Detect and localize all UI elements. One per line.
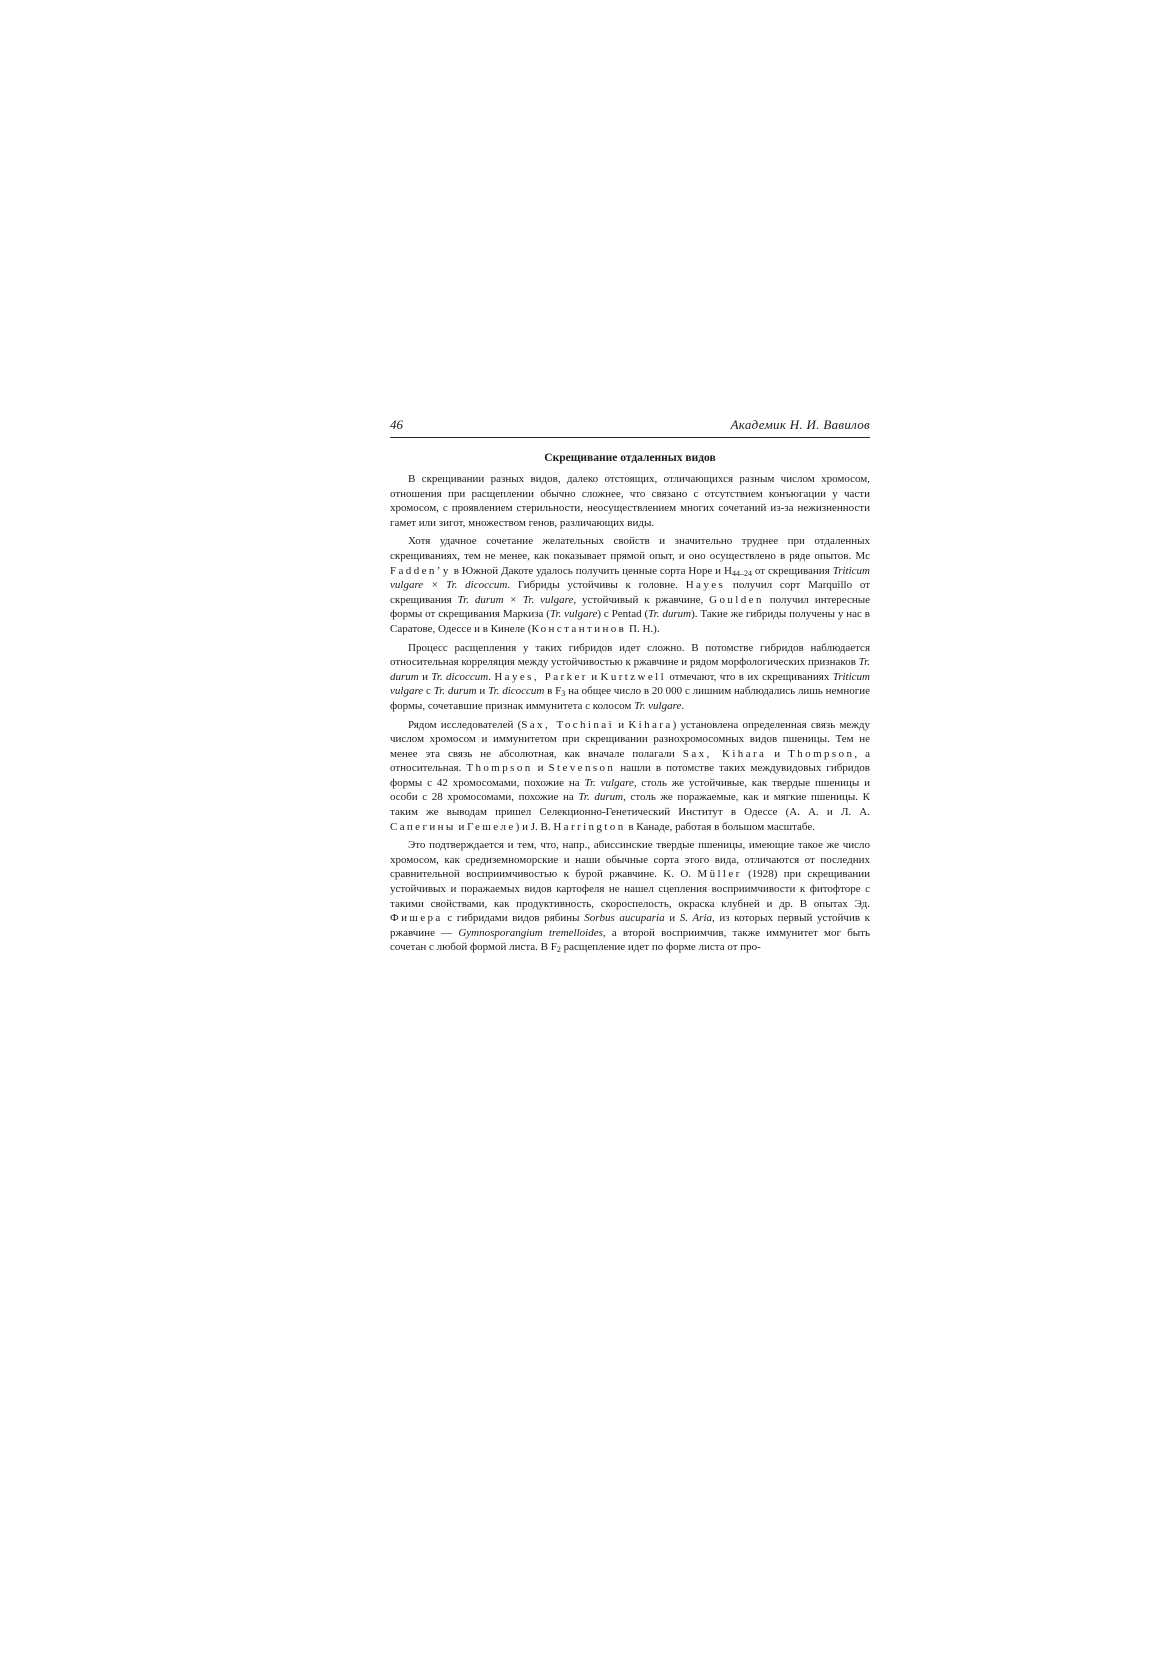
text-run: , а относительная.: [390, 747, 871, 775]
species-name: Sorbus aucuparia: [584, 912, 665, 925]
species-name: Tr. durum × Tr. vulgare: [457, 593, 574, 606]
text-run: , а второй восприимчив, также иммунитет мог быть сочетан с любой формой листа. В F: [390, 926, 871, 954]
text-run: ) с Pentad (: [597, 608, 649, 621]
author-name: Sax, Tochinai: [521, 718, 615, 731]
text-run: от скрещивания: [751, 564, 833, 577]
text-run: расщепление идет по форме листа от про-: [560, 941, 761, 954]
text-run: и: [664, 912, 680, 925]
species-name: Gymnosporangium tremelloides: [458, 926, 603, 939]
author-name: Stevenson: [548, 762, 616, 775]
species-name: Tr. vulgare: [549, 608, 598, 621]
author-name: Fadden’у: [390, 564, 451, 577]
subscript: 3: [561, 689, 566, 699]
text-run: в F: [544, 685, 562, 698]
text-run: ). Такие же гибриды получены у нас в Саратове, Одессе и в Кинеле (: [390, 608, 870, 635]
paragraph-2: [390, 534, 870, 636]
species-name: Tr. vulgare: [634, 699, 682, 712]
text-run: и: [614, 718, 629, 731]
text-run: ) установлена определенная связь между числом хромосом и иммунитетом при скрещивании разнохромосомных видов пшеницы. Тем не менее эта связь не абсолютная, как вначале полагали: [390, 718, 870, 760]
species-name: Tr. durum: [433, 685, 477, 698]
author-name: Hayes: [685, 579, 726, 592]
author-name: Фишера: [390, 912, 443, 925]
text-run: Процесс расщепления у таких гибридов идет сложно. В потомстве гибридов наблюдается относительная корреляция между устойчивостью к ржавчине и рядом морфологических признаков: [390, 641, 870, 669]
subscript: 2: [556, 945, 561, 955]
text-run: П. Н.).: [626, 622, 660, 635]
text-run: Хотя удачное сочетание желательных свойств и значительно труднее при отдаленных скрещиваниях, тем не менее, как показывает прямой опыт, и оно осуществлено в ряде опытов. Mc: [390, 535, 870, 562]
text-run: нашли в потомстве таких междувидовых гибридов формы с 42 хромосомами, похожие на: [390, 762, 870, 789]
text-run: и: [532, 762, 549, 775]
author-name: Thompson: [466, 762, 533, 775]
author-name: Kurtzwell: [600, 670, 667, 683]
author-name: Müller: [697, 868, 742, 881]
text-run: , столь же поражаемые, как и мягкие пшеницы. К таким же выводам пришел Селекционно-Генетический Институт в Одессе (А. А. и Л. А.: [390, 791, 870, 819]
author-name: Hayes, Parker: [494, 670, 588, 683]
subscript: 44–24: [731, 568, 752, 578]
species-name: Tr. dicoccum: [431, 670, 489, 683]
page-number: 46: [390, 417, 403, 432]
species-name: Tr. durum: [390, 656, 870, 683]
species-name: Tr. dicoccum: [488, 685, 545, 698]
text-run: и: [455, 820, 468, 833]
text-run: отмечают, что в их скрещиваниях: [666, 670, 833, 683]
author-name: Harrington: [553, 820, 626, 833]
species-name: Tr. vulgare: [584, 776, 634, 789]
text-run: с: [423, 685, 434, 698]
author-name: Сапегины: [390, 820, 456, 833]
species-name: Tr. durum: [578, 791, 624, 804]
running-head: [390, 415, 870, 438]
book-page: [390, 415, 870, 959]
text-run: , из которых первый устойчив к ржавчине —: [390, 912, 871, 939]
author-name: Константинов: [531, 622, 627, 635]
text-run: получил интересные формы от скрещивания Маркиза (: [390, 593, 870, 621]
running-title: Академик Н. И. Вавилов: [730, 417, 870, 432]
text-run: .: [488, 670, 495, 683]
author-name: Kihara: [628, 718, 673, 731]
text-run: получил сорт Marquillo от скрещивания: [390, 579, 871, 606]
text-run: Рядом исследователей (: [408, 718, 522, 731]
species-name: Triticum vulgare × Tr. dicoccum: [390, 564, 870, 592]
paragraph-1: В скрещивании разных видов, далеко отстоящих, отличающихся разным числом хромосом, отношения при расщеплении обычно сложнее, что связано с отсутствием конъюгации у части хромосом, с проявлением стерильности, неосуществлением многих сочетаний из-за нежизненности гамет или зигот, множеством генов, различающих виды.: [390, 473, 870, 529]
paragraph-4: [390, 718, 870, 835]
text-run: , устойчивый к ржавчине,: [573, 593, 710, 606]
text-run: и: [587, 670, 601, 683]
author-name: Thompson: [788, 747, 855, 760]
paragraph-5: [390, 838, 870, 955]
text-run: и: [476, 685, 489, 698]
species-name: Triticum vulgare: [390, 670, 870, 698]
paragraph-3: [390, 641, 870, 714]
author-name: Goulden: [709, 593, 764, 606]
species-name: S. Aria: [679, 912, 713, 925]
text-run: (1928) при скрещивании устойчивых и поражаемых видов картофеля не нашел сцепления восприимчивости к фитофторе с такими свойствами, как продуктивность, скороспелость, окраска клубней и др. В опытах Эд.: [390, 868, 870, 910]
text-run: ) и J. B.: [515, 820, 554, 833]
text-run: с гибридами видов рябины: [442, 912, 585, 925]
text-run: на общее число в 20 000 с лишним наблюдались лишь немногие формы, сочетавшие признак иммунитета с колосом: [390, 685, 871, 712]
text-run: и: [418, 670, 432, 683]
section-title: Скрещивание отдаленных видов: [544, 452, 716, 464]
author-name: Гешеле: [467, 820, 516, 833]
text-run: .: [681, 699, 685, 712]
text-run: в Южной Дакоте удалось получить ценные сорта Hope и H: [450, 564, 732, 577]
text-run: Это подтверждается и тем, что, напр., абиссинские твердые пшеницы, имеющие такое же число хромосом, как средиземноморские и наши обычные сорта этого вида, отличаются от последних сравнительной восприимчивостью к бурой ржавчине. K. O.: [390, 839, 870, 881]
author-name: Sax, Kihara: [682, 747, 767, 760]
text-run: , столь же устойчивые, как твердые пшеницы и особи с 28 хромосомами, похожие на: [390, 776, 870, 804]
text-run: и: [766, 747, 789, 760]
species-name: Tr. durum: [648, 608, 692, 621]
text-run: в Канаде, работая в большом масштабе.: [625, 820, 815, 833]
text-run: . Гибриды устойчивы к головне.: [507, 579, 686, 592]
